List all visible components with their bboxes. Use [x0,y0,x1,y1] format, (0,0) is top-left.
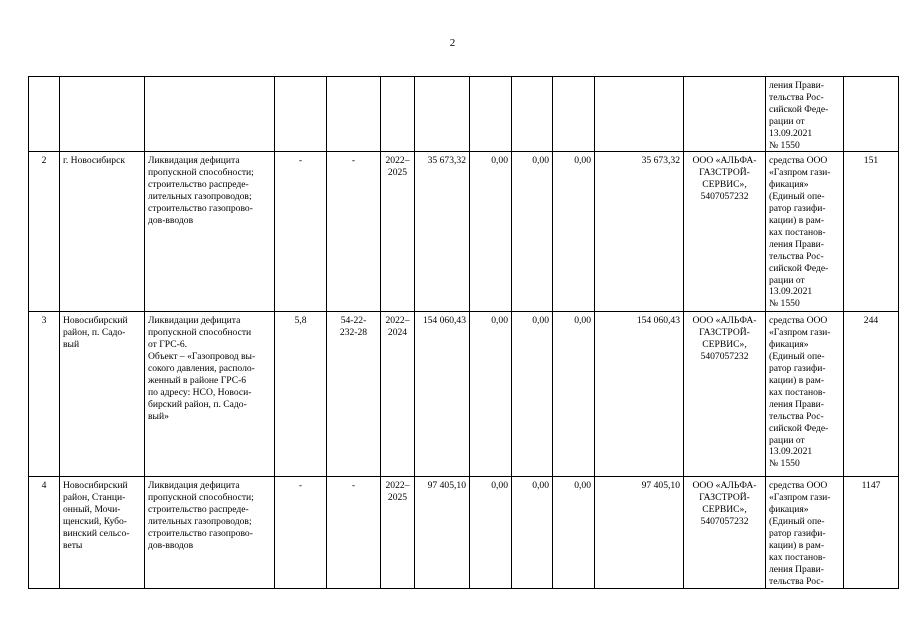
cell-length: 5,8 [275,312,327,477]
cell-value-3 [553,77,595,152]
cell-grs: 54-22- 232-28 [327,312,381,477]
cell-grs: - [327,477,381,588]
cell-value-3: 0,00 [553,477,595,588]
cell-organization: ООО «АЛЬФА- ГАЗСТРОЙ- СЕРВИС», 5407057232 [684,152,766,312]
cell-count [844,77,899,152]
cell-territory [60,77,145,152]
cell-description: Ликвидации дефицита пропускной способности от ГРС-6. Объект – «Газопровод вы- сокого давления, располо- женный в районе ГРС-6 по адресу: НСО, Новоси- бирский район, п. Садо- вый» [145,312,275,477]
page-number: 2 [449,37,456,49]
cell-funding-source: ления Прави- тельства Рос- сийской Феде- рации от 13.09.2021 № 1550 [766,77,844,152]
cell-number: 4 [29,477,60,588]
cell-value-3: 0,00 [553,152,595,312]
cell-value-2: 0,00 [512,477,553,588]
cell-territory: г. Новосибирск [60,152,145,312]
cell-organization [684,77,766,152]
table-row [29,312,899,477]
cell-period: 2022– 2024 [381,312,415,477]
cell-count: 244 [844,312,899,477]
data-table [28,76,899,589]
cell-length: - [275,152,327,312]
cell-number [29,77,60,152]
cell-territory: Новосибирский район, п. Садо- вый [60,312,145,477]
cell-value-4: 154 060,43 [595,312,684,477]
cell-organization: ООО «АЛЬФА- ГАЗСТРОЙ- СЕРВИС», 5407057232 [684,477,766,588]
cell-value-3: 0,00 [553,312,595,477]
cell-description: Ликвидация дефицита пропускной способности; строительство распреде- лительных газопроводов; строительство газопрово- дов-вводов [145,477,275,588]
cell-value-2 [512,77,553,152]
cell-total [415,77,470,152]
cell-number: 2 [29,152,60,312]
cell-number: 3 [29,312,60,477]
cell-value-4 [595,77,684,152]
cell-value-4: 97 405,10 [595,477,684,588]
cell-value-2: 0,00 [512,152,553,312]
cell-funding-source: средства ООО «Газпром гази- фикация» (Единый опе- ратор газифи- кации) в рам- ках постанов- ления Прави- тельства Рос- [766,477,844,588]
cell-period [381,77,415,152]
cell-total: 97 405,10 [415,477,470,588]
table-row [29,77,899,152]
cell-territory: Новосибирский район, Станци- онный, Мочи- щенский, Кубо- винский сельсо- веты [60,477,145,588]
cell-value-1 [470,77,512,152]
cell-value-4: 35 673,32 [595,152,684,312]
cell-period: 2022– 2025 [381,477,415,588]
cell-value-1: 0,00 [470,312,512,477]
cell-count: 151 [844,152,899,312]
cell-description [145,77,275,152]
cell-total: 35 673,32 [415,152,470,312]
cell-length [275,77,327,152]
cell-grs [327,77,381,152]
cell-grs: - [327,152,381,312]
cell-total: 154 060,43 [415,312,470,477]
cell-value-1: 0,00 [470,477,512,588]
cell-length: - [275,477,327,588]
cell-period: 2022– 2025 [381,152,415,312]
cell-description: Ликвидация дефицита пропускной способности; строительство распреде- лительных газопроводов; строительство газопрово- дов-вводов [145,152,275,312]
cell-funding-source: средства ООО «Газпром гази- фикация» (Единый опе- ратор газифи- кации) в рам- ках постанов- ления Прави- тельства Рос- сийской Феде- рации от 13.09.2021 № 1550 [766,152,844,312]
cell-organization: ООО «АЛЬФА- ГАЗСТРОЙ- СЕРВИС», 5407057232 [684,312,766,477]
cell-count: 1147 [844,477,899,588]
table-row [29,152,899,312]
cell-funding-source: средства ООО «Газпром гази- фикация» (Единый опе- ратор газифи- кации) в рам- ках постанов- ления Прави- тельства Рос- сийской Феде- рации от 13.09.2021 № 1550 [766,312,844,477]
cell-value-1: 0,00 [470,152,512,312]
cell-value-2: 0,00 [512,312,553,477]
table-row [29,477,899,588]
